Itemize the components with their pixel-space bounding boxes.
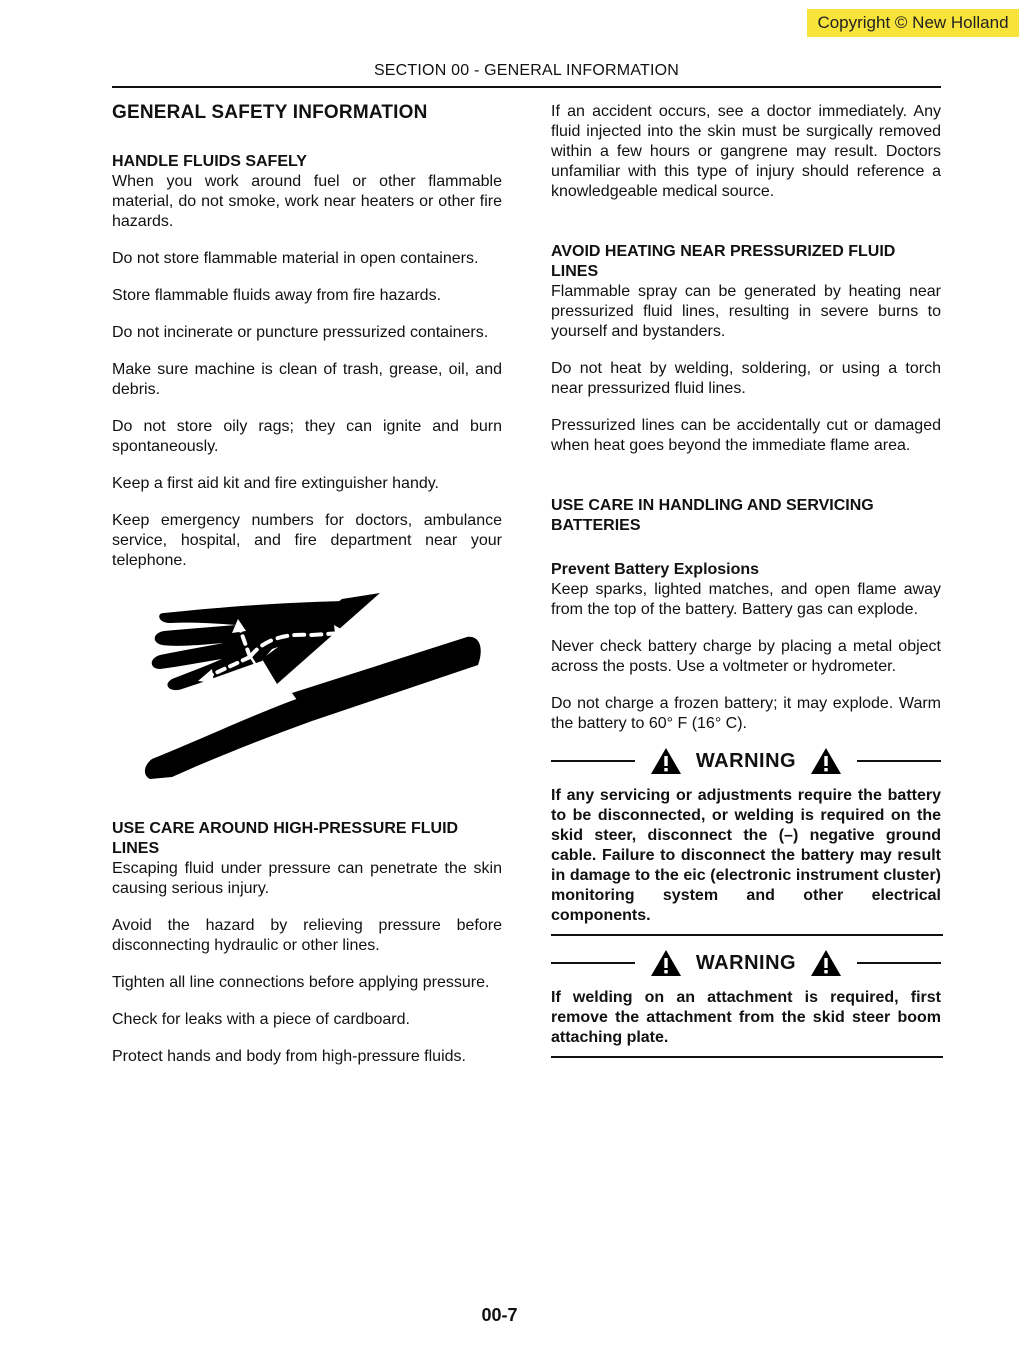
warning-triangle-icon xyxy=(650,949,682,977)
fluids-paragraph: Make sure machine is clean of trash, grease, oil, and debris. xyxy=(112,361,502,398)
fluids-paragraph: Do not store oily rags; they can ignite and burn spontaneously. xyxy=(112,418,502,455)
high-pressure-paragraph: Tighten all line connections before applying pressure. xyxy=(112,974,490,991)
heating-paragraph: Do not heat by welding, soldering, or using a torch near pressurized fluid lines. xyxy=(551,360,941,397)
warning-bottom-rule xyxy=(551,1056,943,1058)
warning-label: WARNING xyxy=(695,951,797,974)
warning-title-group xyxy=(650,949,842,977)
spacer xyxy=(112,779,502,819)
batteries-heading: USE CARE IN HANDLING AND SERVICING BATTERIES xyxy=(551,497,874,534)
fluids-paragraph: Keep emergency numbers for doctors, ambulance service, hospital, and fire department near your telephone. xyxy=(112,512,502,569)
right-column xyxy=(551,102,941,1066)
warning-bottom-rule xyxy=(551,934,943,936)
warning-rule-right xyxy=(857,760,941,762)
heating-heading: AVOID HEATING NEAR PRESSURIZED FLUID LINES xyxy=(551,243,896,280)
page-title: GENERAL SAFETY INFORMATION xyxy=(112,102,428,123)
page-number: 00-7 xyxy=(481,1305,518,1325)
high-pressure-paragraph: Protect hands and body from high-pressure fluids. xyxy=(112,1048,466,1065)
battery-subheading: Prevent Battery Explosions xyxy=(551,561,760,578)
warning-header xyxy=(551,946,941,980)
warning-rule-left xyxy=(551,962,635,964)
fluids-heading: HANDLE FLUIDS SAFELY xyxy=(112,153,307,170)
fluids-paragraph: Keep a first aid kit and fire extinguisher handy. xyxy=(112,475,439,492)
high-pressure-heading: USE CARE AROUND HIGH-PRESSURE FLUID LINES xyxy=(112,820,459,857)
battery-paragraph: Do not charge a frozen battery; it may explode. Warm the battery to 60° F (16° C). xyxy=(551,695,941,732)
warning-text: If any servicing or adjustments require the battery to be disconnected, or welding is required on the skid steer, disconnect the (–) negative ground cable. Failure to disconnect the battery may result in damage to the eic (electronic instrument cluster) monitoring system and other electrical components. xyxy=(551,787,941,924)
warning-triangle-icon xyxy=(650,747,682,775)
fluids-paragraph: Do not store flammable material in open containers. xyxy=(112,250,479,267)
warning-title-group xyxy=(650,747,842,775)
warning-text: If welding on an attachment is required, first remove the attachment from the skid steer boom attaching plate. xyxy=(551,989,941,1046)
high-pressure-paragraph: Escaping fluid under pressure can penetrate the skin causing serious injury. xyxy=(112,860,502,897)
warning-label: WARNING xyxy=(695,749,797,772)
battery-paragraph: Never check battery charge by placing a metal object across the posts. Use a voltmeter or hydrometer. xyxy=(551,638,941,675)
header-rule xyxy=(112,86,941,88)
high-pressure-paragraph: Avoid the hazard by relieving pressure before disconnecting hydraulic or other lines. xyxy=(112,917,502,954)
fluids-paragraph: Store flammable fluids away from fire hazards. xyxy=(112,287,442,304)
fluids-paragraph: When you work around fuel or other flammable material, do not smoke, work near heaters or other fire hazards. xyxy=(112,173,502,230)
section-header: SECTION 00 - GENERAL INFORMATION xyxy=(373,62,680,79)
high-pressure-paragraph: Check for leaks with a piece of cardboard. xyxy=(112,1011,410,1028)
warning-rule-right xyxy=(857,962,941,964)
warning-triangle-icon xyxy=(810,949,842,977)
copyright-badge: Copyright © New Holland xyxy=(807,9,1019,37)
warning-triangle-icon xyxy=(810,747,842,775)
heating-paragraph: Pressurized lines can be accidentally cut or damaged when heat goes beyond the immediate flame area. xyxy=(551,417,941,454)
battery-paragraph: Keep sparks, lighted matches, and open flame away from the top of the battery. Battery gas can explode. xyxy=(551,581,941,618)
fluids-paragraph: Do not incinerate or puncture pressurized containers. xyxy=(112,324,489,341)
accident-paragraph: If an accident occurs, see a doctor immediately. Any fluid injected into the skin must be surgically removed within a few hours or gangrene may result. Doctors unfamiliar with this type of injury should reference a knowledgeable medical source. xyxy=(551,103,941,200)
heating-paragraph: Flammable spray can be generated by heating near pressurized fluid lines, resulting in severe burns to yourself and bystanders. xyxy=(551,283,941,340)
left-column xyxy=(112,102,502,1084)
hand-hazard-illustration xyxy=(112,589,502,779)
warning-rule-left xyxy=(551,760,635,762)
warning-header xyxy=(551,744,941,778)
